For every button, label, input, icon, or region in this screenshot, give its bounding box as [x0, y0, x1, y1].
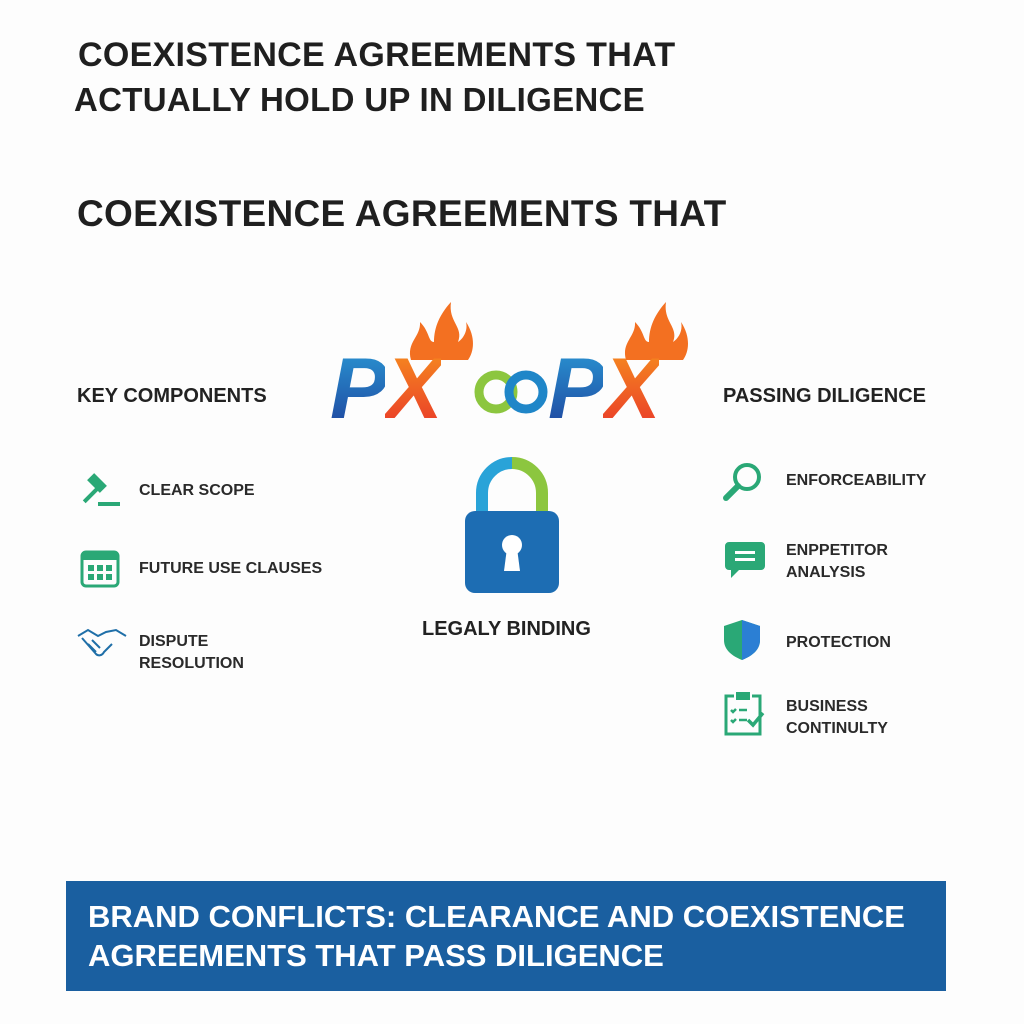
key-components-heading: KEY COMPONENTS [77, 385, 267, 408]
padlock-icon [462, 453, 562, 595]
logo-letter-p: P [330, 341, 385, 437]
handshake-icon [76, 622, 128, 666]
label-line: BUSINESS [786, 696, 888, 718]
protection-label: PROTECTION [786, 632, 891, 654]
dispute-resolution-label [139, 631, 244, 675]
chat-bubble-icon [723, 538, 767, 582]
gavel-icon [78, 468, 122, 512]
footer-banner [66, 881, 946, 991]
competitor-analysis-label [786, 540, 888, 584]
shield-icon [722, 618, 766, 662]
infinity-links-icon [474, 362, 549, 422]
enforceability-label: ENFORCEABILITY [786, 470, 926, 492]
px-logo [326, 300, 691, 435]
banner-line-2: AGREEMENTS THAT PASS DILIGENCE [88, 936, 664, 976]
banner-line-1: BRAND CONFLICTS: CLEARANCE AND COEXISTENCE [88, 897, 905, 937]
title-line-2: ACTUALLY HOLD UP IN DILIGENCE [74, 81, 645, 119]
clipboard-check-icon [722, 688, 766, 738]
future-use-clauses-label: FUTURE USE CLAUSES [139, 558, 322, 580]
logo-letter-x: X [603, 341, 658, 437]
calendar-icon [78, 546, 122, 590]
label-line: ENPPETITOR [786, 540, 888, 562]
label-line: DISPUTE [139, 631, 244, 653]
passing-diligence-heading: PASSING DILIGENCE [723, 385, 926, 408]
title-line-1: COEXISTENCE AGREEMENTS THAT [78, 36, 675, 75]
clear-scope-label: CLEAR SCOPE [139, 480, 255, 502]
label-line: ANALYSIS [786, 562, 888, 584]
logo-letter-p: P [548, 341, 603, 437]
legally-binding-label: LEGALY BINDING [422, 618, 591, 641]
label-line: CONTINULTY [786, 718, 888, 740]
label-line: RESOLUTION [139, 653, 244, 675]
logo-letter-x: X [385, 341, 440, 437]
business-continuity-label [786, 696, 888, 740]
subtitle: COEXISTENCE AGREEMENTS THAT [77, 193, 726, 235]
magnifier-icon [721, 460, 765, 504]
